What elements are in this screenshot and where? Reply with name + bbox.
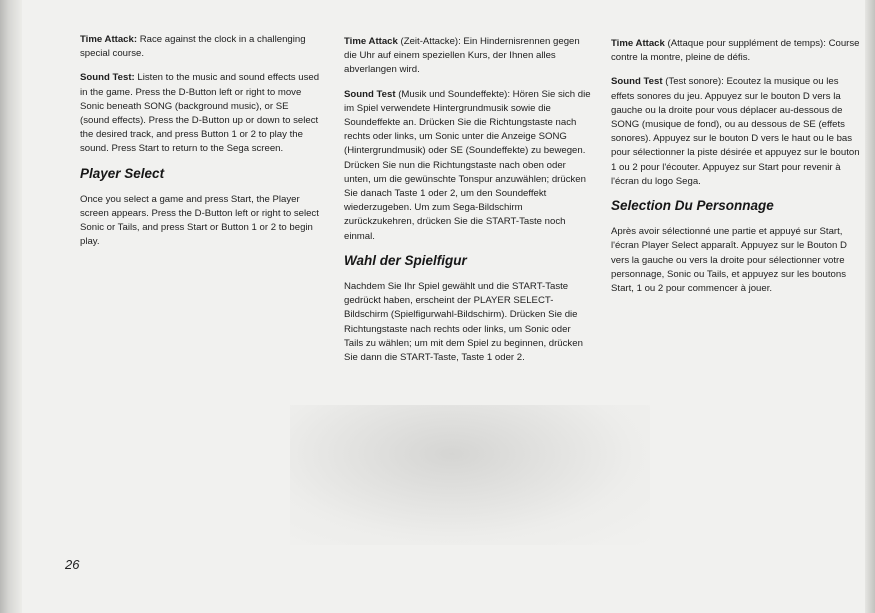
player-select-paragraph	[344, 280, 592, 365]
lead-term: Sound Test	[611, 76, 663, 88]
time-attack-paragraph	[344, 35, 592, 78]
show-through-image	[290, 405, 650, 545]
sound-test-paragraph	[611, 75, 861, 189]
french-column	[611, 37, 861, 306]
paragraph-text: Listen to the music and sound effects used in the game. Press the D-Button left or right to move Sonic beneath SONG (background music), or SE (sound effects). Press the D-Button up or down to select the desired track, and press Button 1 or 2 to play the sound. Press Start to return to the Sega screen.	[80, 72, 320, 155]
paragraph-text: (Attaque pour supplément de temps): Course contre la montre, pleine de défis.	[611, 38, 860, 64]
lead-term: Time Attack	[611, 38, 665, 49]
page-number: 26	[65, 557, 80, 572]
section-heading: Player Select	[80, 165, 165, 181]
time-attack-paragraph	[80, 33, 320, 61]
player-select-paragraph	[611, 225, 861, 296]
sound-test-paragraph	[344, 88, 592, 244]
player-select-paragraph	[80, 193, 320, 250]
paragraph-text: (Zeit-Attacke): Ein Hindernisrennen gegen die Uhr auf einem speziellen Kurs, der Ihnen alles abverlangen wird.	[344, 36, 580, 76]
english-column	[80, 33, 320, 260]
paragraph-text: Race against the clock in a challenging special course.	[80, 34, 306, 60]
lead-term: Time Attack	[344, 36, 398, 47]
paragraph-text: (Musik und Soundeffekte): Hören Sie sich die im Spiel verwendete Hintergrundmusik sowie die Soundeffekte an. Drücken Sie die Richtungstaste nach rechts oder links, um Sonic unter die Anzeige SONG (Hintergrundmusik) oder SE (Soundeffekte) zu bewegen. Drücken Sie nun die Richtungstaste nach oben oder unten, um die gewünschte Tonspur anzuwählen; drücken Sie danach Taste 1 oder 2, um den Soundeffekt wiederzugeben. Um zum Sega-Bildschirm zurückzukehren, drücken Sie die START-Taste noch einmal.	[344, 88, 591, 242]
section-heading: Selection Du Personnage	[611, 198, 774, 214]
paragraph-text: Nachdem Sie Ihr Spiel gewählt und die START-Taste gedrückt haben, erscheint der PLAYER SELECT-Bildschirm (Spielfigurwahl-Bildschirm). Drücken Sie die Richtungstaste nach rechts oder links, um Sonic oder Tails zu wählen; um mit dem Spiel zu beginnen, drücken Sie dann die START-Taste, Taste 1 oder 2.	[344, 281, 583, 364]
lead-term: Sound Test:	[80, 72, 135, 84]
book-binding-shadow	[0, 0, 22, 613]
sound-test-paragraph	[80, 71, 320, 156]
paragraph-text: Après avoir sélectionné une partie et appuyé sur Start, l'écran Player Select apparaît. Appuyez sur le Bouton D vers la gauche ou vers la droite pour sélectionner votre personnage, Sonic ou Tails, et appuyez sur les boutons Start, 1 ou 2 pour commencer à jouer.	[611, 226, 847, 295]
section-heading: Wahl der Spielfigur	[344, 252, 467, 268]
paragraph-text: (Test sonore): Ecoutez la musique ou les effets sonores du jeu. Appuyez sur le bouton D vers la gauche ou la droite pour vous déplacer au-dessous de SONG (musique de fond), ou au dessous de SE (effets sonores). Appuyez sur le bouton D vers le haut ou le bas pour sélectionner la piste désirée et appuyez sur le bouton 1 ou 2 pour l'écouter. Appuyez sur Start pour revenir à l'écran du logo Sega.	[611, 76, 860, 187]
lead-term: Time Attack:	[80, 34, 138, 45]
time-attack-paragraph	[611, 37, 861, 65]
lead-term: Sound Test	[344, 88, 396, 100]
paragraph-text: Once you select a game and press Start, the Player screen appears. Press the D-Button left or right to select Sonic or Tails, and press Start or Button 1 or 2 to begin play.	[80, 193, 319, 248]
page-edge-shadow	[865, 0, 875, 613]
german-column	[344, 35, 592, 375]
